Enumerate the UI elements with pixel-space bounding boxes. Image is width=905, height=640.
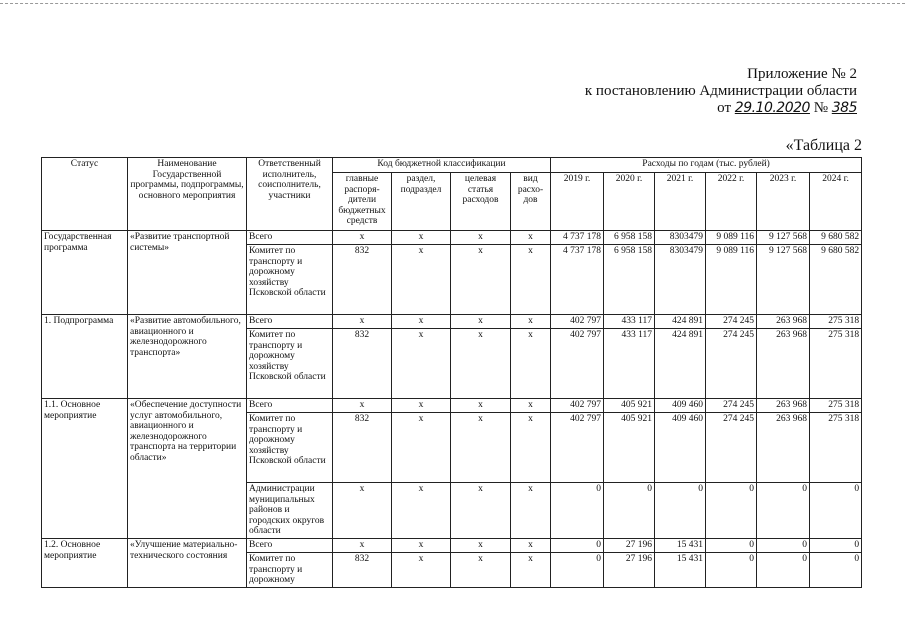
row-responsible: Комитет по транспорту и дорожному хозяйству Псковской области	[247, 245, 333, 315]
value-2019: 0	[551, 483, 604, 539]
col-year-2022: 2022 г.	[706, 173, 757, 231]
col-budget-code: Код бюджетной классификации	[333, 158, 551, 173]
value-2021: 0	[655, 483, 706, 539]
table-body	[42, 231, 862, 588]
value-2019: 4 737 178	[551, 231, 604, 245]
value-2019: 402 797	[551, 399, 604, 413]
value-2020: 0	[604, 483, 655, 539]
row-name: «Развитие автомобильного, авиационного и железнодорожного транспорта»	[128, 315, 247, 399]
value-2023: 263 968	[757, 329, 810, 399]
row-responsible: Всего	[247, 315, 333, 329]
row-section: x	[392, 539, 451, 553]
col-expenses-by-year: Расходы по годам (тыс. рублей)	[551, 158, 862, 173]
table-row	[42, 539, 862, 553]
row-responsible: Комитет по транспорту и дорожному	[247, 553, 333, 588]
value-2024: 275 318	[810, 413, 862, 483]
row-grbs: x	[333, 231, 392, 245]
value-2022: 0	[706, 483, 757, 539]
value-2020: 433 117	[604, 315, 655, 329]
row-section: x	[392, 315, 451, 329]
value-2020: 27 196	[604, 553, 655, 588]
resolution-reference: к постановлению Администрации области	[584, 83, 857, 99]
row-grbs: x	[333, 315, 392, 329]
row-section: x	[392, 329, 451, 399]
row-section: x	[392, 231, 451, 245]
row-status: 1. Подпрограмма	[42, 315, 128, 399]
row-expense-type: x	[511, 539, 551, 553]
row-target: x	[451, 539, 511, 553]
col-year-2019: 2019 г.	[551, 173, 604, 231]
value-2021: 15 431	[655, 539, 706, 553]
row-target: x	[451, 329, 511, 399]
table-row	[42, 315, 862, 329]
value-2020: 27 196	[604, 539, 655, 553]
row-status: 1.1. Основное мероприятие	[42, 399, 128, 539]
row-target: x	[451, 231, 511, 245]
table-row	[42, 231, 862, 245]
date-number-line	[585, 100, 857, 117]
table-caption: «Таблица 2	[785, 137, 862, 154]
row-status: 1.2. Основное мероприятие	[42, 539, 128, 588]
row-target: x	[451, 553, 511, 588]
value-2021: 8303479	[655, 245, 706, 315]
row-section: x	[392, 413, 451, 483]
col-responsible: Ответственный исполнитель, соисполнитель, участники	[247, 158, 333, 231]
row-target: x	[451, 483, 511, 539]
value-2021: 409 460	[655, 413, 706, 483]
row-grbs: 832	[333, 413, 392, 483]
value-2019: 402 797	[551, 329, 604, 399]
value-2021: 424 891	[655, 315, 706, 329]
value-2019: 0	[551, 553, 604, 588]
col-year-2020: 2020 г.	[604, 173, 655, 231]
appendix-title: Приложение № 2	[747, 66, 857, 82]
value-2021: 15 431	[655, 553, 706, 588]
value-2022: 274 245	[706, 413, 757, 483]
row-section: x	[392, 483, 451, 539]
value-2021: 8303479	[655, 231, 706, 245]
value-2023: 9 127 568	[757, 245, 810, 315]
value-2022: 0	[706, 539, 757, 553]
col-name: Наименование Государственной программы, подпрограммы, основного мероприятия	[128, 158, 247, 231]
value-2020: 6 958 158	[604, 231, 655, 245]
value-2023: 0	[757, 539, 810, 553]
value-2024: 0	[810, 483, 862, 539]
row-responsible: Всего	[247, 231, 333, 245]
value-2020: 405 921	[604, 413, 655, 483]
row-name: «Улучшение материально-технического состояния	[128, 539, 247, 588]
row-target: x	[451, 315, 511, 329]
expenses-table	[41, 157, 862, 588]
value-2023: 263 968	[757, 399, 810, 413]
row-expense-type: x	[511, 329, 551, 399]
number-prefix: №	[813, 100, 829, 116]
value-2024: 0	[810, 539, 862, 553]
row-name: «Обеспечение доступности услуг автомобильного, авиационного и железнодорожного транспорта на территории области»	[128, 399, 247, 539]
scan-top-border	[0, 3, 905, 4]
row-grbs: x	[333, 539, 392, 553]
col-main-managers: главные распоря-дители бюджетных средств	[333, 173, 392, 231]
row-section: x	[392, 553, 451, 588]
row-grbs: x	[333, 483, 392, 539]
row-target: x	[451, 399, 511, 413]
value-2022: 9 089 116	[706, 231, 757, 245]
value-2020: 6 958 158	[604, 245, 655, 315]
handwritten-date: 29.10.2020	[734, 100, 810, 116]
row-grbs: 832	[333, 329, 392, 399]
row-expense-type: x	[511, 231, 551, 245]
row-name: «Развитие транспортной системы»	[128, 231, 247, 315]
row-expense-type: x	[511, 483, 551, 539]
value-2019: 402 797	[551, 315, 604, 329]
value-2020: 433 117	[604, 329, 655, 399]
col-year-2023: 2023 г.	[757, 173, 810, 231]
value-2023: 9 127 568	[757, 231, 810, 245]
value-2022: 274 245	[706, 399, 757, 413]
row-responsible: Администрации муниципальных районов и городских округов области	[247, 483, 333, 539]
table-header	[42, 158, 862, 231]
col-section: раздел, подраздел	[392, 173, 451, 231]
value-2020: 405 921	[604, 399, 655, 413]
row-section: x	[392, 245, 451, 315]
document-header	[585, 66, 857, 117]
from-prefix: от	[717, 100, 732, 116]
value-2024: 275 318	[810, 329, 862, 399]
row-expense-type: x	[511, 413, 551, 483]
col-target: целевая статья расходов	[451, 173, 511, 231]
value-2021: 424 891	[655, 329, 706, 399]
row-target: x	[451, 245, 511, 315]
row-section: x	[392, 399, 451, 413]
value-2024: 9 680 582	[810, 231, 862, 245]
col-expense-type: вид расхо-дов	[511, 173, 551, 231]
row-responsible: Всего	[247, 399, 333, 413]
row-status: Государственная программа	[42, 231, 128, 315]
row-expense-type: x	[511, 553, 551, 588]
value-2019: 0	[551, 539, 604, 553]
value-2023: 0	[757, 553, 810, 588]
value-2019: 4 737 178	[551, 245, 604, 315]
row-responsible: Всего	[247, 539, 333, 553]
value-2022: 274 245	[706, 329, 757, 399]
value-2023: 0	[757, 483, 810, 539]
row-expense-type: x	[511, 245, 551, 315]
table-row	[42, 399, 862, 413]
value-2021: 409 460	[655, 399, 706, 413]
row-target: x	[451, 413, 511, 483]
value-2022: 0	[706, 553, 757, 588]
value-2024: 9 680 582	[810, 245, 862, 315]
value-2023: 263 968	[757, 315, 810, 329]
row-expense-type: x	[511, 315, 551, 329]
row-grbs: 832	[333, 553, 392, 588]
value-2022: 9 089 116	[706, 245, 757, 315]
row-expense-type: x	[511, 399, 551, 413]
value-2019: 402 797	[551, 413, 604, 483]
value-2024: 275 318	[810, 399, 862, 413]
value-2022: 274 245	[706, 315, 757, 329]
value-2023: 263 968	[757, 413, 810, 483]
row-responsible: Комитет по транспорту и дорожному хозяйству Псковской области	[247, 413, 333, 483]
row-grbs: 832	[333, 245, 392, 315]
value-2024: 275 318	[810, 315, 862, 329]
col-status: Статус	[42, 158, 128, 231]
col-year-2021: 2021 г.	[655, 173, 706, 231]
handwritten-number: 385	[831, 100, 857, 116]
row-responsible: Комитет по транспорту и дорожному хозяйству Псковской области	[247, 329, 333, 399]
value-2024: 0	[810, 553, 862, 588]
col-year-2024: 2024 г.	[810, 173, 862, 231]
row-grbs: x	[333, 399, 392, 413]
